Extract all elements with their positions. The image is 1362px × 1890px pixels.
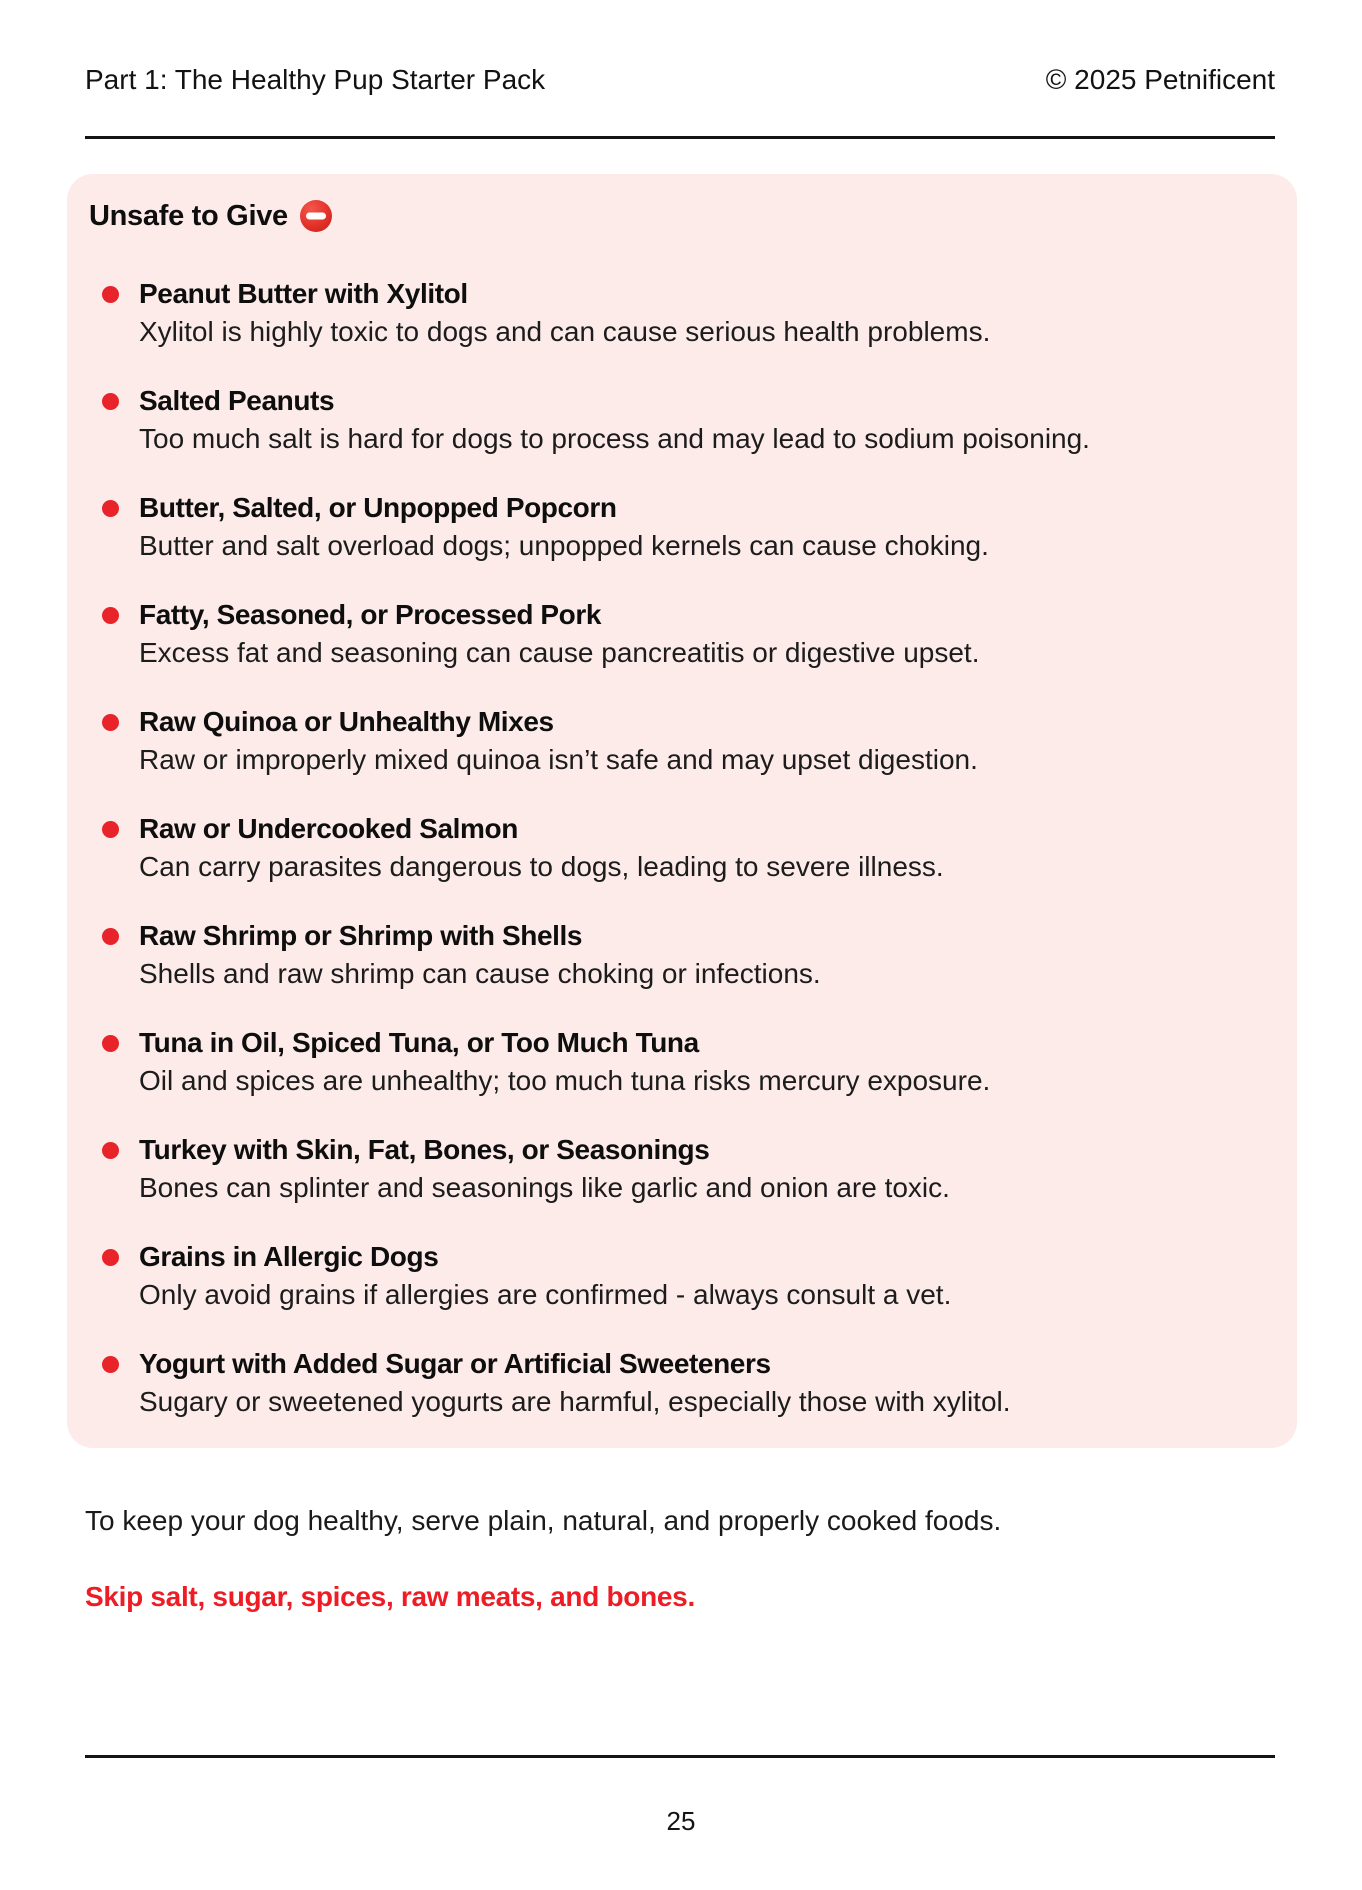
item-title: Salted Peanuts xyxy=(139,385,335,416)
item-description: Can carry parasites dangerous to dogs, leading to severe illness. xyxy=(139,851,944,882)
item-title: Raw Shrimp or Shrimp with Shells xyxy=(139,920,583,951)
advice-text: To keep your dog healthy, serve plain, natural, and properly cooked foods. xyxy=(85,1505,1002,1536)
unsafe-list xyxy=(89,275,1261,1421)
list-item-text xyxy=(139,596,1261,672)
item-title: Fatty, Seasoned, or Processed Pork xyxy=(139,599,602,630)
list-item xyxy=(89,917,1261,993)
list-item xyxy=(89,596,1261,672)
list-item xyxy=(89,275,1261,351)
list-item xyxy=(89,382,1261,458)
header-copyright: © 2025 Petnificent xyxy=(1045,64,1275,95)
no-entry-icon-bar xyxy=(306,213,326,220)
bullet-icon xyxy=(102,500,119,517)
list-item-text xyxy=(139,703,1261,779)
item-description: Raw or improperly mixed quinoa isn’t safe and may upset digestion. xyxy=(139,744,978,775)
header-rule xyxy=(85,136,1275,139)
item-title: Tuna in Oil, Spiced Tuna, or Too Much Tuna xyxy=(139,1027,699,1058)
list-item-text xyxy=(139,275,1261,351)
warning-text: Skip salt, sugar, spices, raw meats, and bones. xyxy=(85,1581,695,1612)
unsafe-box-title-text: Unsafe to Give xyxy=(89,200,288,232)
list-item-text xyxy=(139,382,1261,458)
header-title: Part 1: The Healthy Pup Starter Pack xyxy=(85,64,546,95)
no-entry-icon xyxy=(300,200,332,232)
unsafe-box-title xyxy=(89,197,1261,235)
unsafe-box xyxy=(67,174,1297,1448)
item-description: Shells and raw shrimp can cause choking or infections. xyxy=(139,958,821,989)
list-item xyxy=(89,1024,1261,1100)
bullet-icon xyxy=(102,1249,119,1266)
list-item xyxy=(89,1131,1261,1207)
list-item-text xyxy=(139,1131,1261,1207)
item-title: Butter, Salted, or Unpopped Popcorn xyxy=(139,492,617,523)
page-header xyxy=(0,0,1362,98)
list-item-text xyxy=(139,1345,1261,1421)
bullet-icon xyxy=(102,393,119,410)
list-item-text xyxy=(139,1238,1261,1314)
item-title: Grains in Allergic Dogs xyxy=(139,1241,439,1272)
item-title: Turkey with Skin, Fat, Bones, or Seasonings xyxy=(139,1134,710,1165)
item-description: Butter and salt overload dogs; unpopped kernels can cause choking. xyxy=(139,530,989,561)
item-description: Oil and spices are unhealthy; too much tuna risks mercury exposure. xyxy=(139,1065,991,1096)
item-title: Raw or Undercooked Salmon xyxy=(139,813,518,844)
item-title: Yogurt with Added Sugar or Artificial Sweeteners xyxy=(139,1348,771,1379)
bullet-icon xyxy=(102,714,119,731)
item-title: Raw Quinoa or Unhealthy Mixes xyxy=(139,706,554,737)
list-item xyxy=(89,1345,1261,1421)
item-description: Too much salt is hard for dogs to process and may lead to sodium poisoning. xyxy=(139,423,1090,454)
bullet-icon xyxy=(102,607,119,624)
list-item xyxy=(89,703,1261,779)
item-description: Only avoid grains if allergies are confirmed - always consult a vet. xyxy=(139,1279,952,1310)
footer-rule xyxy=(85,1755,1275,1758)
bullet-icon xyxy=(102,1142,119,1159)
page-number: 25 xyxy=(666,1806,696,1836)
list-item xyxy=(89,489,1261,565)
bullet-icon xyxy=(102,821,119,838)
item-description: Sugary or sweetened yogurts are harmful, especially those with xylitol. xyxy=(139,1386,1011,1417)
list-item-text xyxy=(139,917,1261,993)
list-item xyxy=(89,1238,1261,1314)
item-description: Excess fat and seasoning can cause pancreatitis or digestive upset. xyxy=(139,637,980,668)
bullet-icon xyxy=(102,286,119,303)
item-description: Xylitol is highly toxic to dogs and can cause serious health problems. xyxy=(139,316,991,347)
list-item xyxy=(89,810,1261,886)
bullet-icon xyxy=(102,928,119,945)
list-item-text xyxy=(139,810,1261,886)
list-item-text xyxy=(139,1024,1261,1100)
list-item-text xyxy=(139,489,1261,565)
item-description: Bones can splinter and seasonings like garlic and onion are toxic. xyxy=(139,1172,950,1203)
bullet-icon xyxy=(102,1356,119,1373)
item-title: Peanut Butter with Xylitol xyxy=(139,278,468,309)
bullet-icon xyxy=(102,1035,119,1052)
